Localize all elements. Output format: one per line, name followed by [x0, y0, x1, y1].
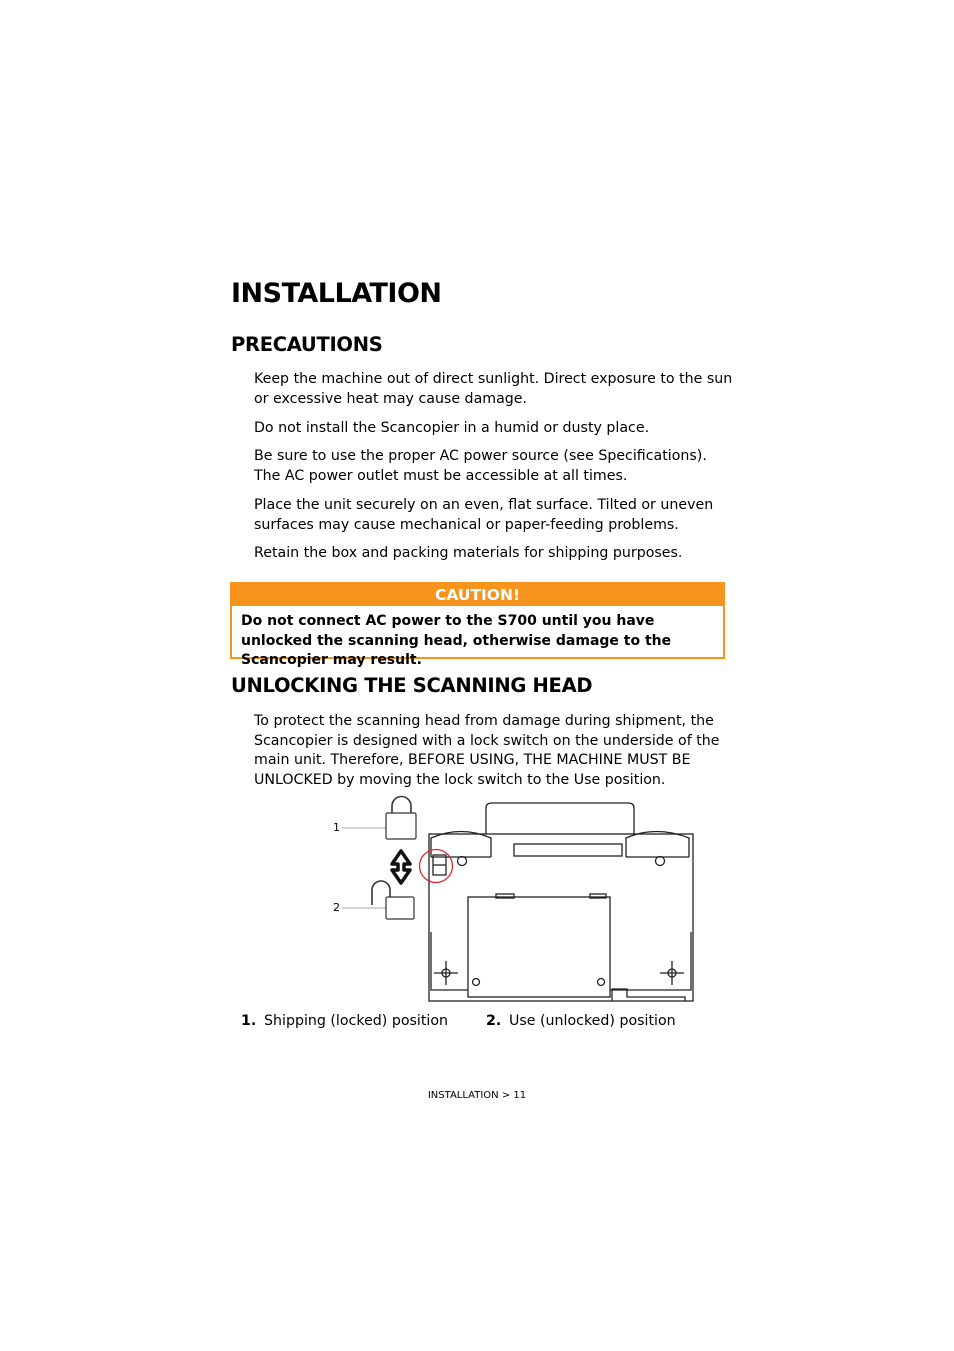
scanner-underside-illustration: [429, 803, 693, 1001]
caption-text: Use (unlocked) position: [509, 1013, 676, 1029]
unlocking-heading: UNLOCKING THE SCANNING HEAD: [231, 674, 593, 697]
caption-1: [241, 1012, 448, 1031]
unlocked-padlock-icon: [372, 881, 414, 919]
locked-padlock-icon: [386, 797, 416, 839]
figure-label-2: 2: [333, 901, 340, 914]
page-footer: INSTALLATION > 11: [427, 1090, 527, 1101]
precaution-paragraph: Do not install the Scancopier in a humid or dusty place.: [254, 420, 650, 436]
page-title: INSTALLATION: [231, 278, 442, 309]
precautions-heading: PRECAUTIONS: [231, 333, 383, 356]
caption-text: Shipping (locked) position: [264, 1013, 449, 1029]
caption-number: 2.: [486, 1013, 502, 1029]
caption-number: 1.: [241, 1013, 257, 1029]
up-down-arrow-icon: [392, 851, 410, 883]
precaution-paragraph: Place the unit securely on an even, flat surface. Tilted or uneven surfaces may cause mechanical or paper-feeding problems.: [254, 497, 714, 533]
caution-text: Do not connect AC power to the S700 until you have unlocked the scanning head, otherwise damage to the Scancopier may result.: [241, 613, 672, 668]
precaution-paragraph: Keep the machine out of direct sunlight. Direct exposure to the sun or excessive heat may cause damage.: [254, 371, 733, 407]
unlocking-paragraph: To protect the scanning head from damage during shipment, the Scancopier is designed with a lock switch on the underside of the main unit. Therefore, BEFORE USING, THE MACHINE MUST BE UNLOCKED by moving the lock switch to the Use position.: [254, 713, 720, 788]
caption-2: [486, 1012, 676, 1031]
precaution-paragraph: Be sure to use the proper AC power source (see Specifications). The AC power outlet must be accessible at all times.: [254, 448, 707, 484]
caution-label: CAUTION!: [232, 584, 723, 606]
figure-label-1: 1: [333, 821, 340, 834]
precaution-paragraph: Retain the box and packing materials for shipping purposes.: [254, 545, 683, 561]
